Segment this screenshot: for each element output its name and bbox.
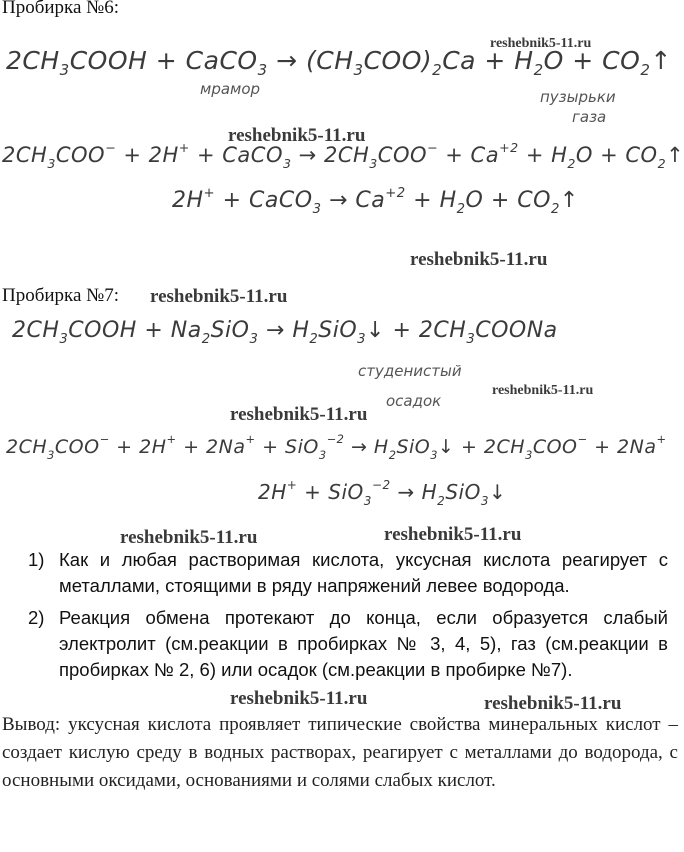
- tube6-title: Пробирка №6:: [2, 0, 120, 18]
- tube6-equation-short-ionic: 2H+ + CaCO$_3$ → $Ca^{+2} + H_2O$ + $CO_2↑$: [172, 186, 579, 217]
- tube7-title: Пробирка №7:: [2, 285, 120, 306]
- watermark: reshebnik5-11.ru: [484, 693, 622, 714]
- precipitate-arrow-icon: ↓: [438, 436, 455, 458]
- watermark: reshebnik5-11.ru: [384, 524, 522, 545]
- watermark: reshebnik5-11.ru: [230, 404, 368, 425]
- tube7-equation-molecular: $2CH_3COOH + Na_2SiO_3$ → $H_2SiO_3↓$ + $2CH_3COONa$: [12, 318, 558, 347]
- watermark: reshebnik5-11.ru: [492, 383, 594, 398]
- list-item: 1) Как и любая растворимая кислота, уксусная кислота реагирует с металлами, стоящими в ряду напряжений левее водорода.: [28, 549, 668, 596]
- watermark: reshebnik5-11.ru: [230, 688, 368, 709]
- tube7-equation-full-ionic: $2CH_3COO^- + 2H^+ + 2Na^+ + SiO_3^{-2}$ → $H_2SiO_3↓ + 2CH_3COO^- + 2Na^+$: [6, 432, 667, 462]
- watermark: reshebnik5-11.ru: [228, 125, 366, 146]
- note-gas-line1: пузырьки: [540, 88, 616, 106]
- note-marble: мрамор: [200, 80, 261, 98]
- precipitate-arrow-icon: ↓: [366, 318, 385, 343]
- conclusion-paragraph: Вывод: уксусная кислота проявляет типические свойства минеральных кислот – создает кислую среду в водных растворах, реагирует с металлами до водорода, с основными оксидами, основаниями и солями слабых кислот.: [2, 714, 678, 791]
- note-gas-line2: газа: [572, 108, 607, 126]
- watermark: reshebnik5-11.ru: [150, 286, 288, 307]
- tube6-equation-full-ionic: $2CH_3COO^- + 2H^+$ + CaCO$_3$ → $2CH_3COO^- + Ca^{+2} + H_2O$ + $CO_2↑$: [2, 140, 684, 171]
- note-precipitate-line2: осадок: [386, 392, 442, 410]
- tube7-equation-short-ionic: $2H^+ + SiO_3^{-2} \to H_2SiO_3↓$: [258, 478, 507, 508]
- gas-arrow-icon: ↑: [559, 188, 579, 213]
- precipitate-arrow-icon: ↓: [488, 480, 507, 504]
- list-item: 2) Реакция обмена протекают до конца, если образуется слабый электролит (см.реакции в пробирках № 3, 4, 5), газ (см.реакции в пробирках № 2, 6) или осадок (см.реакции в пробирке №7).: [28, 607, 668, 680]
- gas-arrow-icon: ↑: [666, 143, 684, 167]
- conclusions-list: [28, 547, 668, 689]
- watermark: reshebnik5-11.ru: [410, 249, 548, 270]
- watermark: reshebnik5-11.ru: [120, 527, 258, 548]
- gas-arrow-icon: ↑: [650, 46, 672, 75]
- watermark: reshebnik5-11.ru: [490, 36, 592, 51]
- tube6-equation-molecular: $2CH_3COOH$ + CaCO$_3$ → $(CH_3COO)_2Ca + H_2O$ + $CO_2↑$: [6, 46, 672, 79]
- note-precipitate-line1: студенистый: [358, 362, 462, 380]
